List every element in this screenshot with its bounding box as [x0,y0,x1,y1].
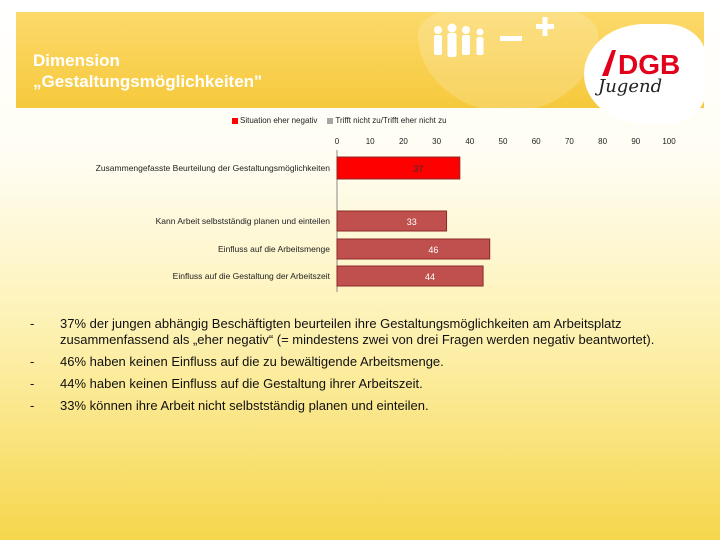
x-tick-label: 60 [531,137,541,146]
findings-list [30,316,700,420]
list-item [30,354,700,370]
bullet-dash: - [30,398,35,413]
category-label: Einfluss auf die Gestaltung der Arbeitszeit [172,271,330,281]
list-item [30,398,700,414]
category-label: Zusammengefasste Beurteilung der Gestaltungsmöglichkeiten [95,163,330,173]
x-tick-label: 90 [631,137,641,146]
data-label: 44 [425,272,436,282]
legend-label: Situation eher negativ [240,116,318,125]
data-label: 46 [428,245,439,255]
slide-title: Dimension „Gestaltungsmöglichkeiten" [33,51,263,91]
bullet-dash: - [30,316,35,331]
bar [337,157,460,179]
bar [337,266,483,286]
x-tick-label: 0 [334,137,340,146]
logo-subtitle: Jugend [598,76,663,97]
x-tick-label: 80 [598,137,608,146]
data-label: 37 [413,164,424,174]
list-item [30,316,700,348]
data-label: 33 [406,217,417,227]
x-tick-label: 20 [398,137,408,146]
bullet-text: 44% haben keinen Einfluss auf die Gestaltung ihrer Arbeitszeit. [60,376,423,391]
x-tick-label: 50 [498,137,508,146]
x-tick-label: 70 [564,137,574,146]
legend-label: Trifft nicht zu/Trifft eher nicht zu [335,116,447,125]
x-tick-label: 40 [465,137,475,146]
category-label: Einfluss auf die Arbeitsmenge [218,244,330,254]
bullet-dash: - [30,376,35,391]
bullet-text: 46% haben keinen Einfluss auf die zu bewältigende Arbeitsmenge. [60,354,444,369]
logo-text: DGB [618,49,681,78]
x-tick-label: 100 [662,137,676,146]
bullet-text: 37% der jungen abhängig Beschäftigten beurteilen ihre Gestaltungsmöglichkeiten am Arbeitsplatz zusammenfassend als „eher negativ“ (= mindestens zwei von drei Fragen werden negativ beantwortet). [60,316,655,347]
x-tick-label: 30 [432,137,442,146]
bar [337,211,447,231]
bar [337,239,490,259]
bullet-text: 33% können ihre Arbeit nicht selbstständig planen und einteilen. [60,398,429,413]
x-tick-label: 10 [365,137,375,146]
bullet-dash: - [30,354,35,369]
list-item [30,376,700,392]
category-label: Kann Arbeit selbstständig planen und einteilen [155,216,330,226]
